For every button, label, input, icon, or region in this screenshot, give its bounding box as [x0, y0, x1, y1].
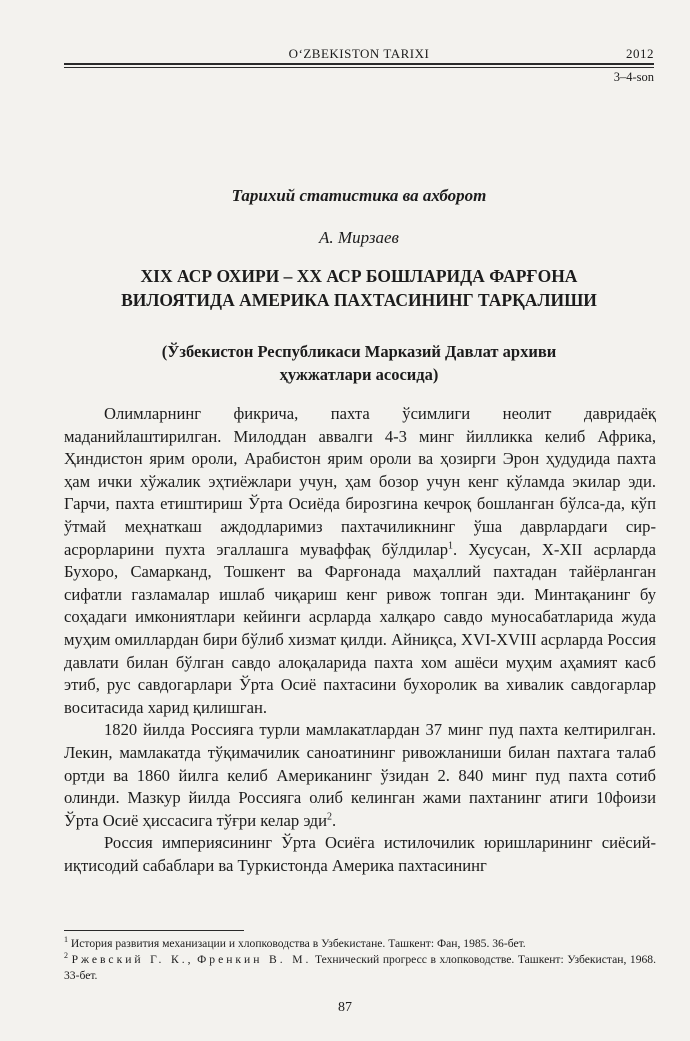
footnote-author: Френкин В. М.	[197, 953, 312, 966]
article-title	[64, 264, 654, 312]
footnote-separator	[64, 930, 244, 931]
article-body	[64, 403, 656, 877]
footnote: $^1$ История развития механизации и хлопководства в Узбекистане. Ташкент: Фан, 1985. 36-бет.	[64, 935, 526, 950]
header-rule-thick	[64, 63, 654, 65]
footnote-ref: 1	[448, 540, 454, 552]
subtitle-line: ҳужжатлари асосида)	[279, 365, 439, 384]
article-subtitle	[64, 340, 654, 386]
body-paragraph: 1820 йилда Россияга турли мамлакатлардан 37 минг пуд пахта келтирилган. Лекин, мамлакатда тўқимачилик саноатининг ривожланиши билан пахтага талаб ортди ва 1860 йилга келиб Американинг ўзидан 2. 840 минг пуд пахта сотиб олинди. Мазкур йилда Россияга олиб келинган жами пахтанинг атиги 10фоизи Ўрта Осиё ҳиссасига тўғри келар эди$^2$.	[64, 720, 656, 830]
title-line: XIX АСР ОХИРИ – XX АСР БОШЛАРИДА ФАРҒОНА	[140, 266, 578, 286]
footnotes	[64, 936, 656, 984]
running-header	[64, 46, 654, 64]
footnote-author: Ржевский Г. К.,	[71, 953, 194, 966]
header-rule-thin	[64, 67, 654, 68]
footnote-ref: 2	[326, 811, 332, 823]
section-rubric: Тарихий статистика ва ахборот	[231, 186, 487, 205]
journal-year: 2012	[626, 46, 654, 61]
subtitle-line: (Ўзбекистон Республикаси Марказий Давлат архиви	[161, 342, 557, 361]
body-paragraph: Россия империясининг Ўрта Осиёга истилочилик юришларининг сиёсий-иқтисодий сабаблари ва Туркистонда Америка пахтасининг	[64, 833, 656, 875]
footnote: $^2$ Ржевский Г. К., Френкин В. М. Технический прогресс в хлопководстве. Ташкент: Узбекистан, 1968. 33-бет.	[64, 951, 657, 982]
title-line: ВИЛОЯТИДА АМЕРИКА ПАХТАСИНИНГ ТАРҚАЛИШИ	[121, 290, 597, 310]
journal-title: O‘ZBEKISTON TARIXI	[288, 46, 430, 61]
body-paragraph: Олимларнинг фикрича, пахта ўсимлиги неолит давридаёқ маданийлаштирилган. Милоддан аввалги 4-3 минг йилликка келиб Африка, Ҳиндистон ярим ороли, Арабистон ярим ороли ва ҳозирги Эрон ҳудудида пахта ҳам ички хўжалик эҳтиёжлари учун, ҳам бозор учун кенг кўламда экилар эди. Гарчи, пахта етиштириш Ўрта Осиёда бирозгина кечроқ бошланган бўлса-да, кўп ўтмай меҳнаткаш аждодларимиз пахтачиликнинг ўша даврлардаги сир-асрорларини пухта эгаллашга муваффақ бўлдилар$^1$. Хусусан, X-XII асрларда Бухоро, Самарканд, Тошкент ва Фарғонада маҳаллий пахтадан тайёрланган сифатли газламалар ишлаб чиқариш кенг ривож топган эди. Минтақанинг бу соҳадаги имкониятлари кейинги асрларда халқаро савдо муносабатларида жуда муҳим омиллардан бири бўлиб хизмат қилди. Айниқса, XVI-XVIII асрларда Россия давлати билан бўлган савдо алоқаларида пахта хом ашёси муҳим аҳамият касб этиб, рус савдогарлари Ўрта Осиё пахтасини бухоролик ва хивалик савдогарлар воситасида харид қилишган.	[64, 404, 656, 717]
article-author: А. Мирзаев	[319, 228, 399, 247]
issue-number: 3–4-son	[613, 70, 654, 84]
page-number: 87	[338, 1000, 352, 1015]
